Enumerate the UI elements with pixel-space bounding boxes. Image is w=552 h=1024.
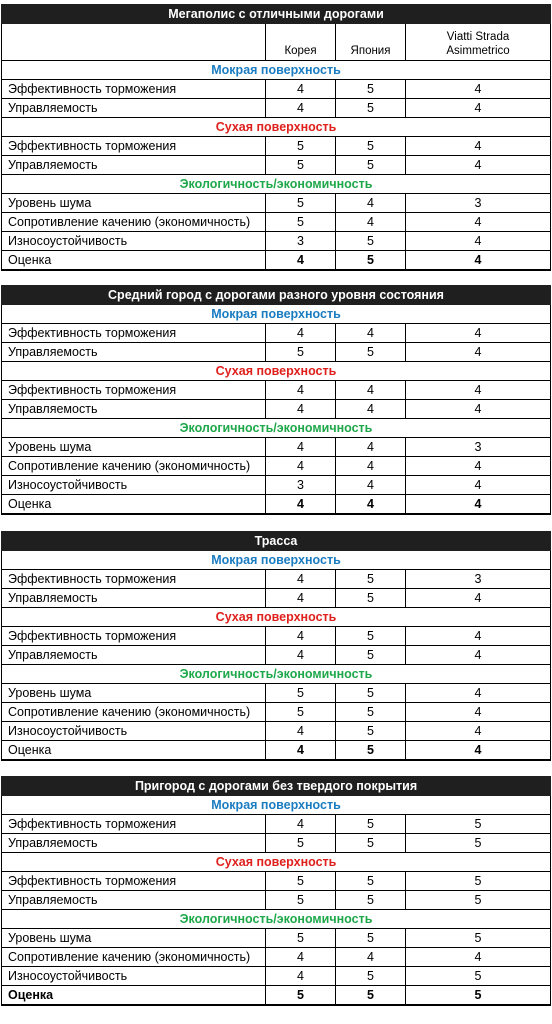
table-title: Пригород с дорогами без твердого покрытия [2,777,551,796]
cell-korea: 5 [266,156,336,175]
cell-viatti: 5 [406,834,551,853]
cell-viatti: 4 [406,400,551,419]
cell-viatti: 5 [406,891,551,910]
cell-japan: 5 [336,872,406,891]
score-korea: 5 [266,986,336,1006]
section-dry: Сухая поверхность [2,118,551,137]
row-label: Эффективность торможения [2,137,266,156]
row-label: Эффективность торможения [2,627,266,646]
cell-korea: 5 [266,213,336,232]
section-dry: Сухая поверхность [2,608,551,627]
cell-korea: 4 [266,815,336,834]
section-dry: Сухая поверхность [2,362,551,381]
cell-japan: 4 [336,194,406,213]
cell-japan: 4 [336,457,406,476]
row-label: Управляемость [2,156,266,175]
cell-viatti: 4 [406,627,551,646]
row-label: Износоустойчивость [2,722,266,741]
score-label: Оценка [2,251,266,271]
cell-japan: 5 [336,722,406,741]
row-label: Уровень шума [2,929,266,948]
cell-korea: 5 [266,929,336,948]
row-label: Управляемость [2,834,266,853]
score-viatti: 4 [406,741,551,761]
score-japan: 5 [336,741,406,761]
cell-korea: 4 [266,457,336,476]
cell-viatti: 4 [406,80,551,99]
section-wet: Мокрая поверхность [2,796,551,815]
cell-viatti: 4 [406,646,551,665]
score-korea: 4 [266,495,336,515]
table-title: Трасса [2,532,551,551]
header-blank [2,24,266,61]
score-japan: 5 [336,251,406,271]
row-label: Сопротивление качению (экономичность) [2,213,266,232]
cell-viatti: 4 [406,99,551,118]
row-label: Сопротивление качению (экономичность) [2,948,266,967]
cell-japan: 4 [336,948,406,967]
comparison-table-medium-city [1,285,551,515]
row-label: Износоустойчивость [2,967,266,986]
section-wet: Мокрая поверхность [2,61,551,80]
score-label: Оценка [2,741,266,761]
row-label: Управляемость [2,343,266,362]
cell-japan: 4 [336,381,406,400]
cell-japan: 4 [336,324,406,343]
cell-viatti: 4 [406,324,551,343]
row-label: Износоустойчивость [2,476,266,495]
cell-korea: 4 [266,80,336,99]
cell-viatti: 3 [406,194,551,213]
cell-japan: 5 [336,589,406,608]
cell-japan: 5 [336,232,406,251]
row-label: Управляемость [2,99,266,118]
cell-viatti: 4 [406,948,551,967]
cell-korea: 5 [266,194,336,213]
cell-japan: 5 [336,834,406,853]
score-japan: 5 [336,986,406,1006]
cell-korea: 4 [266,438,336,457]
row-label: Эффективность торможения [2,80,266,99]
cell-japan: 5 [336,929,406,948]
col-header-viatti: Viatti Strada Asimmetrico [406,24,551,61]
cell-viatti: 5 [406,815,551,834]
score-korea: 4 [266,251,336,271]
score-label: Оценка [2,495,266,515]
cell-viatti: 4 [406,381,551,400]
row-label: Эффективность торможения [2,815,266,834]
cell-viatti: 4 [406,343,551,362]
cell-japan: 5 [336,343,406,362]
comparison-table-megapolis [1,4,551,271]
cell-korea: 5 [266,684,336,703]
col-header-korea: Корея [266,24,336,61]
cell-japan: 4 [336,400,406,419]
row-label: Управляемость [2,891,266,910]
cell-japan: 5 [336,570,406,589]
cell-viatti: 4 [406,232,551,251]
cell-viatti: 3 [406,570,551,589]
cell-korea: 4 [266,627,336,646]
comparison-table-highway [1,531,551,761]
cell-viatti: 4 [406,589,551,608]
cell-japan: 4 [336,213,406,232]
score-viatti: 5 [406,986,551,1006]
cell-viatti: 5 [406,872,551,891]
row-label: Эффективность торможения [2,872,266,891]
cell-viatti: 4 [406,722,551,741]
col-header-japan: Япония [336,24,406,61]
cell-japan: 4 [336,476,406,495]
section-eco: Экологичность/экономичность [2,175,551,194]
score-viatti: 4 [406,251,551,271]
cell-korea: 4 [266,722,336,741]
cell-viatti: 4 [406,156,551,175]
section-eco: Экологичность/экономичность [2,419,551,438]
score-japan: 4 [336,495,406,515]
cell-japan: 5 [336,891,406,910]
cell-japan: 5 [336,80,406,99]
cell-viatti: 4 [406,476,551,495]
cell-japan: 5 [336,646,406,665]
row-label: Управляемость [2,400,266,419]
cell-korea: 5 [266,872,336,891]
cell-japan: 5 [336,684,406,703]
row-label: Износоустойчивость [2,232,266,251]
cell-japan: 5 [336,815,406,834]
cell-viatti: 4 [406,684,551,703]
cell-japan: 5 [336,99,406,118]
cell-korea: 3 [266,232,336,251]
section-dry: Сухая поверхность [2,853,551,872]
section-eco: Экологичность/экономичность [2,665,551,684]
cell-korea: 4 [266,589,336,608]
cell-japan: 5 [336,156,406,175]
cell-korea: 5 [266,343,336,362]
cell-korea: 5 [266,834,336,853]
row-label: Управляемость [2,646,266,665]
score-label: Оценка [2,986,266,1006]
cell-korea: 4 [266,967,336,986]
row-label: Управляемость [2,589,266,608]
row-label: Эффективность торможения [2,324,266,343]
cell-japan: 5 [336,137,406,156]
cell-japan: 5 [336,703,406,722]
row-label: Уровень шума [2,684,266,703]
cell-japan: 4 [336,438,406,457]
cell-viatti: 3 [406,438,551,457]
comparison-table-suburb [1,776,551,1006]
row-label: Уровень шума [2,194,266,213]
cell-korea: 4 [266,646,336,665]
cell-korea: 4 [266,324,336,343]
row-label: Эффективность торможения [2,381,266,400]
cell-korea: 5 [266,703,336,722]
row-label: Сопротивление качению (экономичность) [2,703,266,722]
cell-viatti: 4 [406,137,551,156]
cell-viatti: 4 [406,703,551,722]
table-title: Средний город с дорогами разного уровня состояния [2,286,551,305]
cell-viatti: 5 [406,929,551,948]
cell-korea: 4 [266,400,336,419]
score-korea: 4 [266,741,336,761]
cell-korea: 4 [266,948,336,967]
row-label: Уровень шума [2,438,266,457]
section-wet: Мокрая поверхность [2,551,551,570]
cell-korea: 5 [266,137,336,156]
cell-japan: 5 [336,967,406,986]
section-wet: Мокрая поверхность [2,305,551,324]
cell-korea: 3 [266,476,336,495]
score-viatti: 4 [406,495,551,515]
section-eco: Экологичность/экономичность [2,910,551,929]
cell-korea: 4 [266,381,336,400]
cell-korea: 4 [266,570,336,589]
cell-viatti: 5 [406,967,551,986]
table-title: Мегаполис с отличными дорогами [2,5,551,24]
cell-korea: 5 [266,891,336,910]
cell-viatti: 4 [406,457,551,476]
cell-korea: 4 [266,99,336,118]
cell-viatti: 4 [406,213,551,232]
row-label: Эффективность торможения [2,570,266,589]
row-label: Сопротивление качению (экономичность) [2,457,266,476]
cell-japan: 5 [336,627,406,646]
